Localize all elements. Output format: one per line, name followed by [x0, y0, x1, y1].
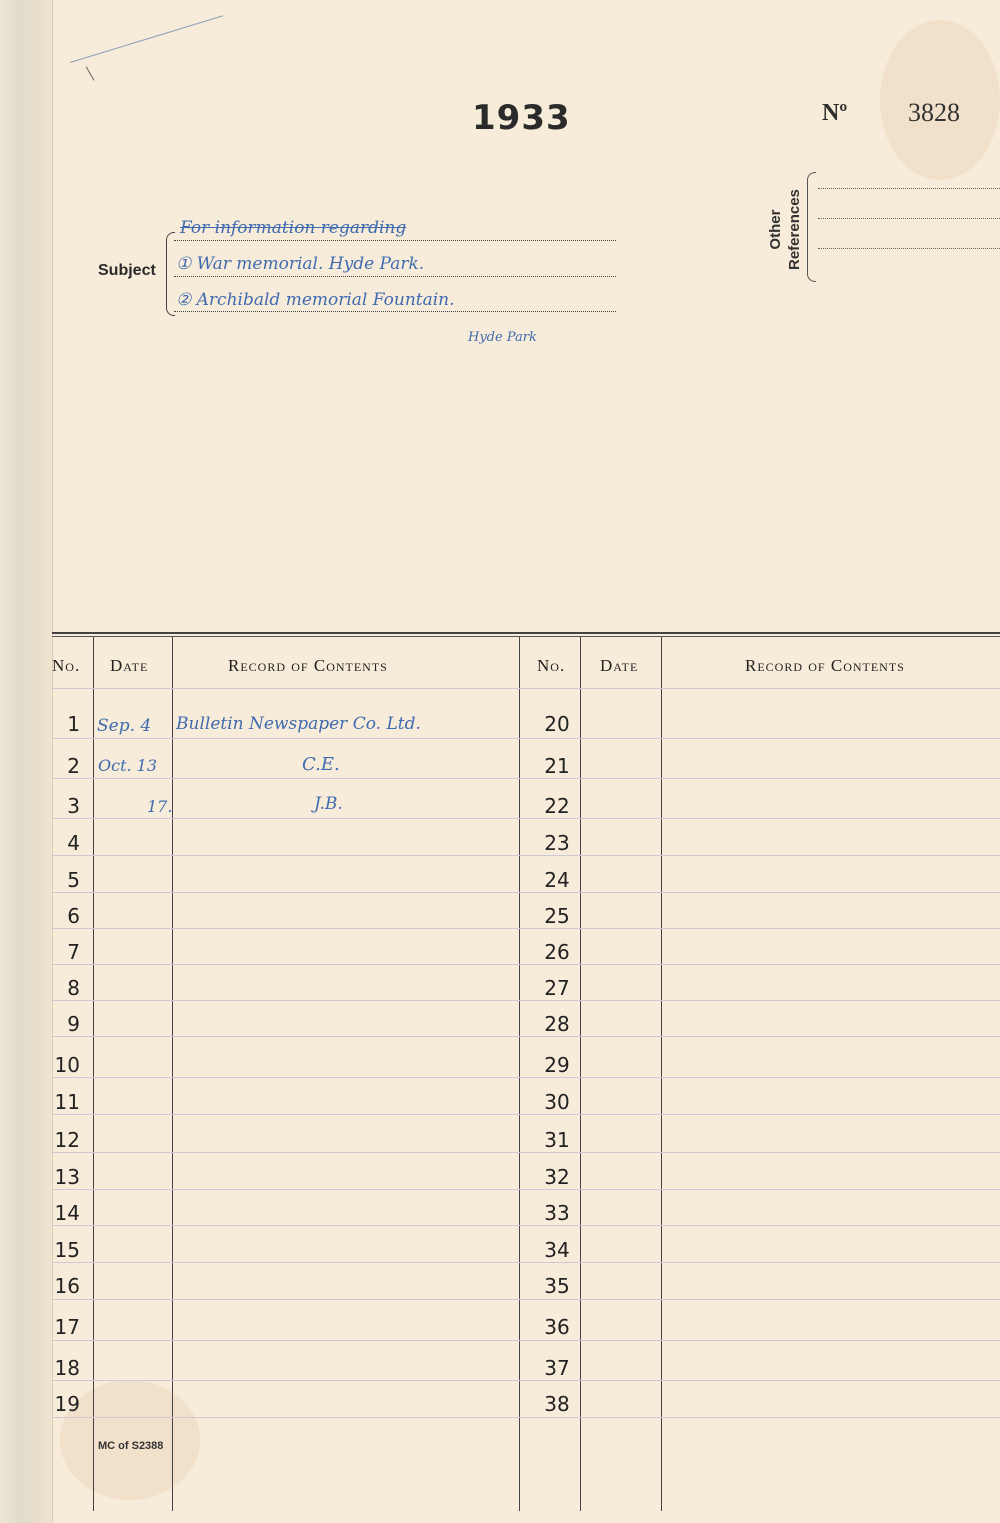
row-number: 30 — [544, 1090, 570, 1114]
row-number: 36 — [544, 1315, 570, 1339]
other-references-line — [818, 188, 1000, 189]
pencil-mark — [70, 15, 223, 63]
row-number: 17 — [54, 1315, 80, 1339]
table-rule — [52, 1000, 1000, 1001]
other-references-brace — [807, 172, 816, 282]
row-number: 20 — [544, 712, 570, 736]
table-rule — [52, 818, 1000, 819]
entry-record: Bulletin Newspaper Co. Ltd. — [176, 714, 421, 734]
row-number: 34 — [544, 1238, 570, 1262]
other-references-label — [766, 189, 804, 270]
header-no-left: No. — [52, 656, 81, 675]
table-rule — [52, 1152, 1000, 1153]
row-number: 10 — [54, 1053, 80, 1077]
entry-date: 17. — [147, 797, 173, 816]
table-rule — [52, 1299, 1000, 1300]
row-number: 4 — [67, 831, 80, 855]
row-number: 1 — [67, 712, 80, 736]
header-date-right: Date — [600, 656, 639, 675]
table-top-rule — [52, 632, 1000, 634]
row-number: 5 — [67, 868, 80, 892]
row-number: 7 — [67, 940, 80, 964]
subject-line — [174, 276, 616, 277]
subject-line — [174, 311, 616, 312]
subject-note: Hyde Park — [468, 330, 537, 345]
other-references-line — [818, 248, 1000, 249]
row-number: 8 — [67, 976, 80, 1000]
table-rule — [52, 778, 1000, 779]
entry-record: J.B. — [314, 794, 343, 814]
file-number-value: 3828 — [908, 98, 960, 127]
row-number: 21 — [544, 754, 570, 778]
table-rule — [52, 892, 1000, 893]
header-record-right: Record of Contents — [745, 656, 905, 675]
table-rule — [52, 688, 1000, 689]
header-date-left: Date — [110, 656, 149, 675]
table-rule — [52, 1380, 1000, 1381]
form-code: MC of S2388 — [98, 1440, 164, 1452]
file-number-label: Nº — [822, 100, 848, 126]
row-number: 38 — [544, 1392, 570, 1416]
subject-line-text: For information regarding — [180, 218, 407, 238]
table-top-rule — [52, 636, 1000, 637]
row-number: 27 — [544, 976, 570, 1000]
row-number: 35 — [544, 1274, 570, 1298]
subject-line-text: ① War memorial. Hyde Park. — [176, 254, 425, 274]
header-no-right: No. — [537, 656, 566, 675]
table-rule — [52, 855, 1000, 856]
row-number: 14 — [54, 1201, 80, 1225]
row-number: 6 — [67, 904, 80, 928]
pencil-mark — [86, 66, 95, 80]
table-rule — [52, 1417, 1000, 1418]
row-number: 18 — [54, 1356, 80, 1380]
row-number: 33 — [544, 1201, 570, 1225]
row-number: 24 — [544, 868, 570, 892]
entry-date: Oct. 13 — [98, 756, 158, 775]
table-rule — [52, 964, 1000, 965]
row-number: 19 — [54, 1392, 80, 1416]
entry-record: C.E. — [302, 754, 340, 775]
row-number: 32 — [544, 1165, 570, 1189]
row-number: 12 — [54, 1128, 80, 1152]
entry-date: Sep. 4 — [97, 716, 152, 736]
table-rule — [52, 1340, 1000, 1341]
subject-line — [174, 240, 616, 241]
year-heading: 1933 — [472, 98, 571, 138]
row-number: 15 — [54, 1238, 80, 1262]
subject-label: Subject — [98, 262, 156, 279]
row-number: 13 — [54, 1165, 80, 1189]
row-number: 31 — [544, 1128, 570, 1152]
subject-line-text: ② Archibald memorial Fountain. — [176, 290, 455, 310]
other-references-line — [818, 218, 1000, 219]
row-number: 2 — [67, 754, 80, 778]
row-number: 25 — [544, 904, 570, 928]
header-record-left: Record of Contents — [228, 656, 388, 675]
table-rule — [52, 1114, 1000, 1115]
row-number: 22 — [544, 794, 570, 818]
table-rule — [52, 1189, 1000, 1190]
row-number: 29 — [544, 1053, 570, 1077]
table-rule — [52, 928, 1000, 929]
table-rule — [52, 738, 1000, 739]
subject-brace — [166, 232, 175, 316]
other-references-label-line: Other — [767, 209, 784, 250]
table-rule — [52, 1225, 1000, 1226]
table-rule — [52, 1077, 1000, 1078]
other-references-label-line: References — [786, 189, 803, 270]
table-rule — [52, 1036, 1000, 1037]
row-number: 9 — [67, 1012, 80, 1036]
row-number: 37 — [544, 1356, 570, 1380]
table-rule — [52, 1262, 1000, 1263]
row-number: 23 — [544, 831, 570, 855]
row-number: 28 — [544, 1012, 570, 1036]
row-number: 11 — [54, 1090, 80, 1114]
row-number: 3 — [67, 794, 80, 818]
row-number: 26 — [544, 940, 570, 964]
row-number: 16 — [54, 1274, 80, 1298]
